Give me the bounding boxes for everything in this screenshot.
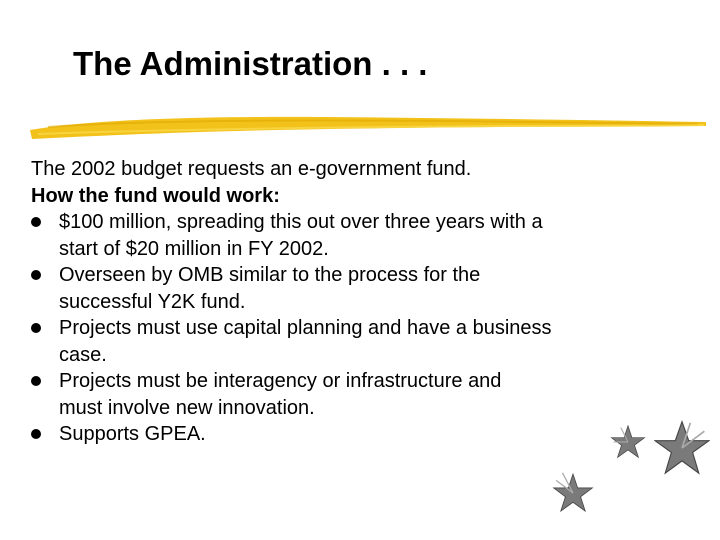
- subheading: How the fund would work:: [31, 184, 280, 207]
- bullet-item: [31, 368, 671, 421]
- sparkle-star-icon: [654, 420, 710, 476]
- bullet-item: [31, 209, 671, 262]
- bullet-line: successful Y2K fund.: [59, 290, 246, 313]
- bullet-line: Projects must be interagency or infrastructure and: [59, 370, 502, 392]
- sparkle-star-icon: [552, 472, 594, 514]
- bullet-item: [31, 262, 671, 315]
- bullet-icon: [31, 429, 41, 439]
- bullet-icon: [31, 323, 41, 333]
- bullet-item: [31, 421, 671, 448]
- bullet-icon: [31, 376, 41, 386]
- bullet-line: start of $20 million in FY 2002.: [59, 237, 329, 260]
- intro-text: The 2002 budget requests an e-government fund.: [31, 158, 472, 180]
- bullet-line: Supports GPEA.: [59, 423, 206, 445]
- bullet-line: Projects must use capital planning and have a business: [59, 317, 552, 339]
- bullet-icon: [31, 270, 41, 280]
- slide-title: The Administration . . .: [73, 45, 428, 82]
- bullet-line: $100 million, spreading this out over three years with a: [59, 211, 543, 233]
- bullet-line: must involve new innovation.: [59, 396, 315, 419]
- title-underline-brushstroke: [28, 108, 708, 142]
- bullet-item: [31, 315, 671, 368]
- sparkle-star-icon: [610, 424, 646, 460]
- slide-body: [31, 156, 671, 448]
- bullet-line: case.: [59, 343, 107, 366]
- bullet-icon: [31, 217, 41, 227]
- bullet-line: Overseen by OMB similar to the process for the: [59, 264, 481, 286]
